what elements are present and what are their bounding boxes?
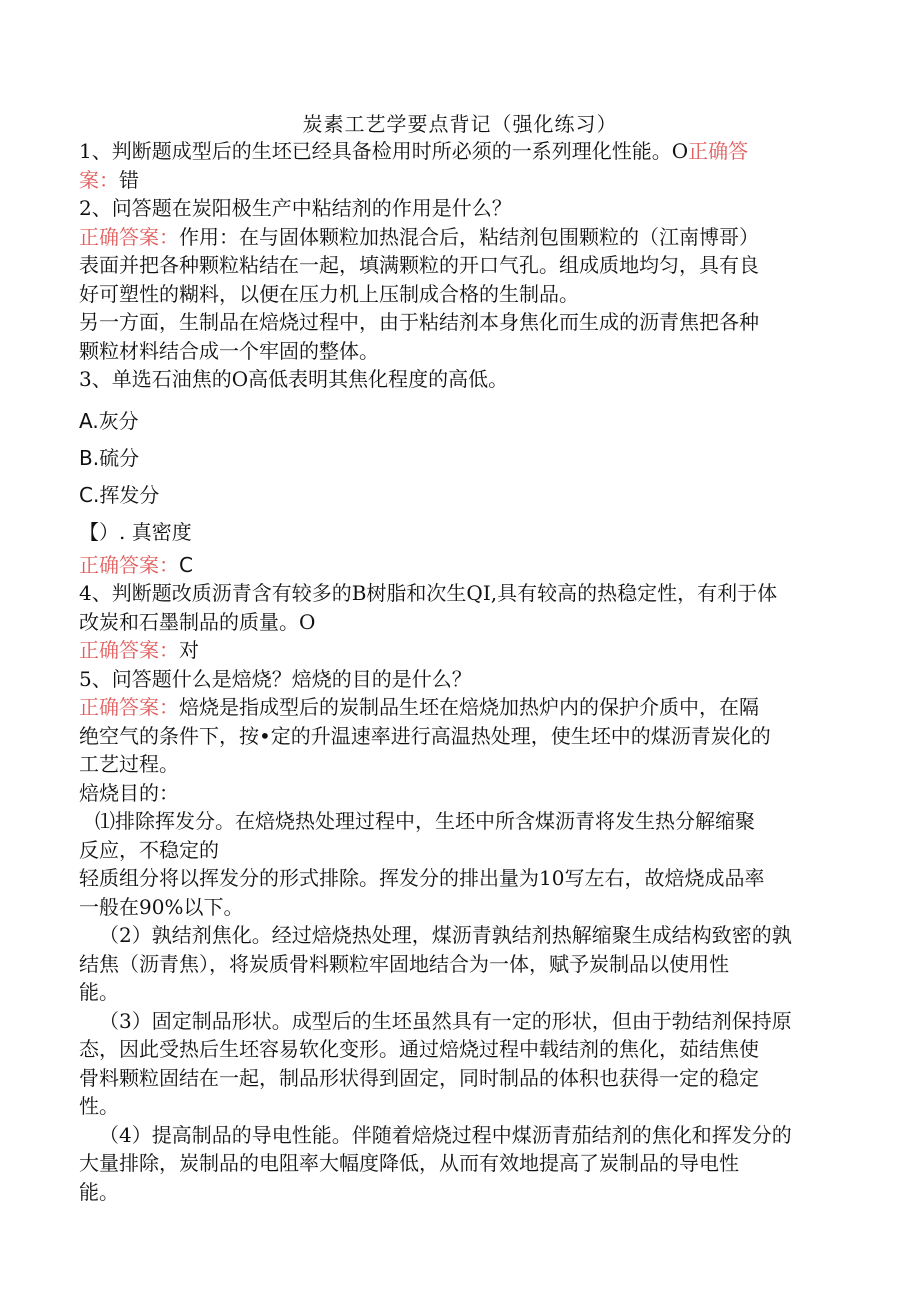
q2-answer-label: 正确答案：: [79, 224, 179, 249]
q5-answer-line: 工艺过程。: [79, 752, 179, 776]
q2-question: 2、问答题在炭阳极生产中粘结剂的作用是什么？: [79, 196, 512, 220]
q5-answer-label: 正确答案：: [79, 695, 179, 719]
q5-point-3: （3）固定制品形状。成型后的生坯虽然具有一定的形状，但由于勃结剂保持原: [99, 1008, 792, 1033]
q5-question: 5、问答题什么是焙烧？焙烧的目的是什么？: [79, 666, 472, 691]
q5-point-3-line: 态，因此受热后生坯容易软化变形。通过焙烧过程中载结剂的焦化，茹结焦使: [79, 1037, 759, 1061]
q2-answer-line: 另一方面，生制品在焙烧过程中，由于粘结剂本身焦化而生成的沥青焦把各种: [79, 310, 759, 334]
q2-answer-line: [79, 223, 839, 252]
q5-point-4: （4）提高制品的导电性能。伴随着焙烧过程中煤沥青茄结剂的焦化和挥发分的: [99, 1122, 792, 1147]
q3-option-c: C.挥发分: [79, 482, 160, 507]
q1-answer-value: 错: [119, 167, 139, 192]
q2-answer-text: 作用：在与固体颗粒加热混合后，粘结剂包围颗粒的（江南博哥）: [179, 224, 759, 249]
q4-question: 改炭和石墨制品的质量。O: [79, 609, 316, 634]
q3-question: 3、单选石油焦的O高低表明其焦化程度的高低。: [79, 367, 509, 391]
q5-point-2: （2）孰结剂焦化。经过焙烧热处理，煤沥青孰结剂热解缩聚生成结构致密的孰: [99, 923, 792, 947]
q4-answer: [79, 636, 839, 665]
q3-answer: [79, 551, 839, 580]
q5-purpose-heading: 焙烧目的：: [79, 780, 179, 805]
q1-answer-label-part1: 正确答: [688, 139, 749, 163]
q4-question: 4、判断题改质沥青含有较多的B树脂和次生QI,具有较高的热稳定性，有利于体: [79, 581, 778, 605]
q5-point-3-line: 骨料颗粒固结在一起，制品形状得到固定，同时制品的体积也获得一定的稳定: [79, 1065, 759, 1090]
q1-text: 1、判断题成型后的生坯已经具备检用时所必须的一系列理化性能。O: [79, 139, 689, 163]
q5-point-1: ⑴排除挥发分。在焙烧热处理过程中，生坯中所含煤沥青将发生热分解缩聚: [95, 809, 755, 833]
q5-point-1-line: 轻质组分将以挥发分的形式排除。挥发分的排出量为10写左右，故焙烧成品率: [79, 866, 765, 890]
q2-answer-line: 好可塑性的糊料，以便在压力机上压制成合格的生制品。: [79, 281, 579, 306]
q3-option-b: B.硫分: [79, 445, 140, 470]
q1-answer: [79, 166, 839, 195]
q5-point-2-line: 结焦（沥青焦），将炭质骨料颗粒牢固地结合为一体，赋予炭制品以使用性: [79, 951, 729, 976]
q4-answer-label: 正确答案：: [79, 638, 179, 662]
q3-option-d: 【）. 真密度: [79, 519, 192, 544]
page-title: 炭素工艺学要点背记（强化练习）: [302, 112, 618, 136]
q5-point-1-line: 一般在90%以下。: [79, 894, 244, 919]
q5-point-1-line: 反应，不稳定的: [79, 837, 219, 862]
q5-point-4-line: 大量排除，炭制品的电阻率大幅度降低，从而有效地提高了炭制品的导电性: [79, 1151, 739, 1175]
q5-point-2-line: 能。: [79, 980, 119, 1004]
q5-answer-line: 绝空气的条件下，按•定的升温速率进行高温热处理，使生坯中的煤沥青炭化的: [79, 723, 771, 748]
q5-point-4-line: 能。: [79, 1179, 119, 1204]
q3-option-a: A.灰分: [79, 408, 139, 433]
q5-answer-text: 焙烧是指成型后的炭制品生坯在焙烧加热炉内的保护介质中，在隔: [179, 695, 759, 719]
q3-answer-value: C: [179, 552, 193, 577]
q1-question: [79, 137, 839, 166]
q2-answer-line: 表面并把各种颗粒粘结在一起，填满颗粒的开口气孔。组成质地均匀，具有良: [79, 253, 759, 277]
q5-answer-line: [79, 693, 839, 722]
q2-answer-line: 颗粒材料结合成一个牢固的整体。: [79, 338, 379, 363]
q5-point-3-line: 性。: [79, 1094, 119, 1118]
q3-answer-label: 正确答案：: [79, 552, 179, 577]
document-body: [79, 137, 839, 1206]
q1-answer-label-part2: 案：: [79, 167, 119, 192]
q4-answer-value: 对: [179, 638, 199, 662]
